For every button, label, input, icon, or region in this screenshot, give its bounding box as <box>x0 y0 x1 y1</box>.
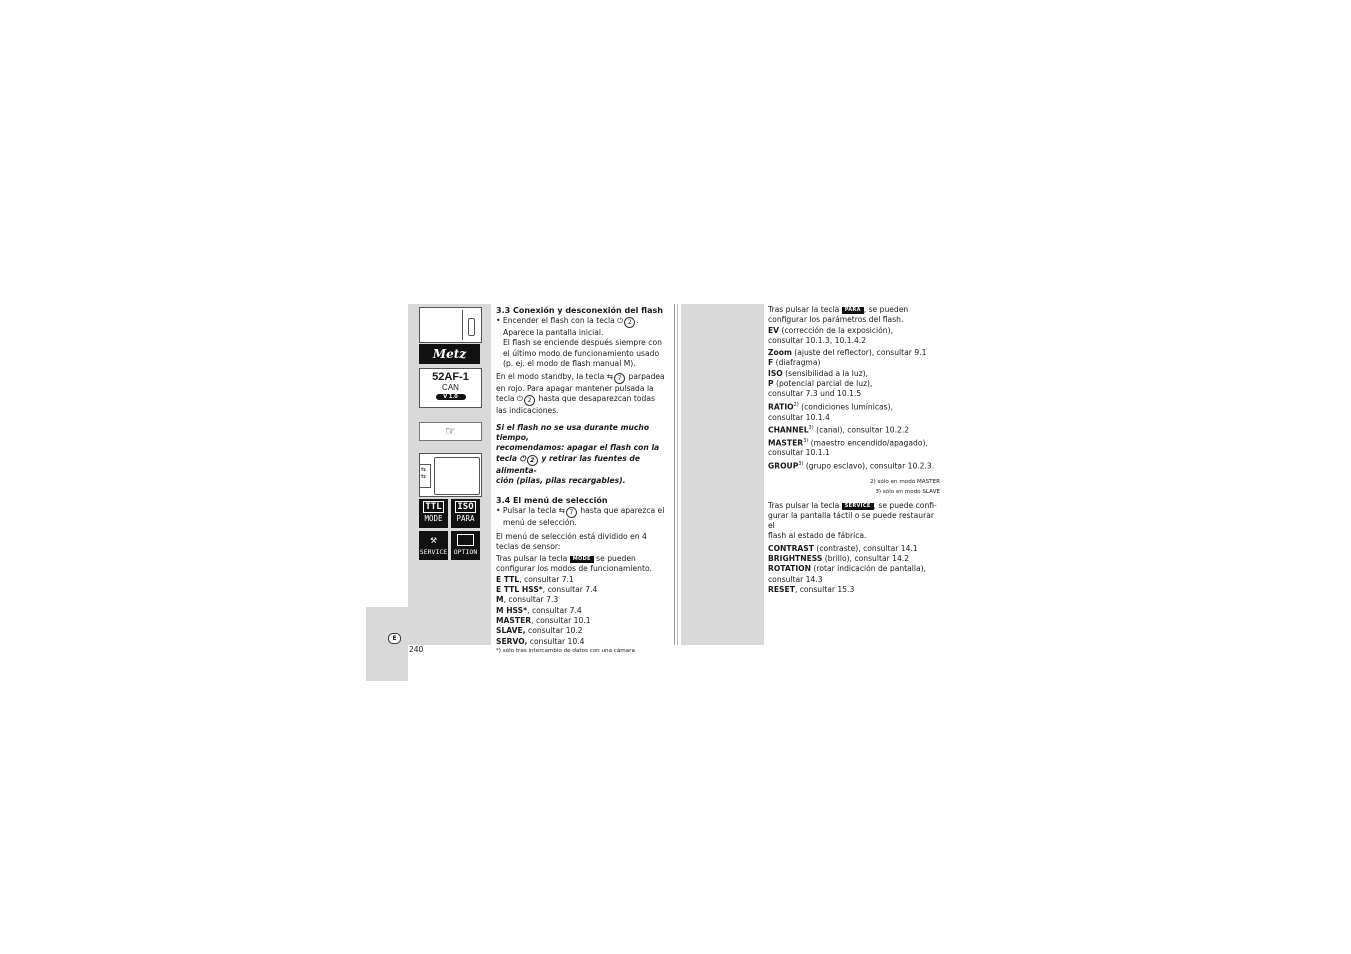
p1-line-c: El flash se enciende después siempre con <box>503 338 662 348</box>
service-desc: (contraste), consultar 14.1 <box>813 543 918 553</box>
mode-name: MASTER <box>496 615 532 625</box>
mode-arrows-icon-2: ⇆ <box>558 506 565 516</box>
c2-q3: flash al estado de fábrica. <box>768 531 867 541</box>
param-desc: (grupo esclavo), consultar 10.2.3. <box>803 461 935 471</box>
mode-name: SLAVE, <box>496 626 526 636</box>
list-item: consultar 7.3 und 10.1.5 <box>768 389 862 399</box>
p2-pre: En el modo standby, la tecla <box>496 372 605 382</box>
list-item <box>496 606 671 616</box>
tile-para-label: PARA <box>456 514 475 523</box>
list-item <box>496 585 671 595</box>
p1-line-d: el último modo de funcionamiento usado <box>503 348 660 358</box>
pointing-hand-icon: ☞ <box>419 422 482 441</box>
s1-post: hasta que aparezca el <box>580 506 665 516</box>
p1-line-b: Aparece la pantalla inicial. <box>503 328 604 337</box>
mode-name: M <box>496 595 504 605</box>
s1-pre: • Pulsar la tecla <box>496 506 557 516</box>
s3-line: El menú de selección está dividido en 4 <box>496 531 647 541</box>
page-number: 240 <box>409 645 424 654</box>
param-desc: (maestro encendido/apagado), <box>808 438 928 448</box>
p2-post: parpadea <box>628 372 665 382</box>
tile-service-label: SERVICE <box>419 548 448 556</box>
mode-arrows-icon: ⇆ <box>606 372 614 382</box>
key-number-2: 2 <box>624 317 635 328</box>
mode-ref: consultar 10.4 <box>527 636 585 646</box>
service-name: CONTRAST <box>768 543 814 553</box>
power-icon: ⏻ <box>617 316 624 325</box>
footnote-3: 3) sólo en modo SLAVE <box>875 488 940 495</box>
c2-p1-post: , se pueden <box>863 305 909 314</box>
iso-icon: ISO <box>457 502 474 512</box>
list-item: consultar 10.1.1 <box>768 448 830 458</box>
mode-name: E TTL HSS* <box>496 585 543 595</box>
tile-service <box>419 531 448 560</box>
mode-key-label: MODE <box>570 556 594 563</box>
list-item <box>496 637 671 647</box>
key-number-2c: 2 <box>527 455 538 466</box>
list-item <box>768 326 943 336</box>
param-desc: (diafragma) <box>773 358 821 368</box>
s5-pre: Tras pulsar la tecla <box>496 554 568 564</box>
param-name: EV <box>768 325 780 335</box>
list-item <box>768 348 943 358</box>
list-item <box>496 616 671 626</box>
footnote-star: *) sólo tras intercambio de datos con una cámara <box>496 647 635 654</box>
heading-3-4: 3.4 El menú de selección <box>496 496 608 506</box>
key-number-7b: 7 <box>566 507 577 518</box>
s1-line <box>496 506 671 518</box>
param-name: Zoom <box>768 348 792 358</box>
list-item <box>768 436 943 449</box>
list-item: consultar 10.1.3, 10.1.4.2 <box>768 335 867 345</box>
mode-name: SERVO, <box>496 636 528 646</box>
power-icon-2: ⏻ <box>517 394 524 404</box>
p1-text: • Encender el flash con la tecla <box>496 316 615 325</box>
ttl-icon: TTL <box>425 502 442 512</box>
metz-logo: Metz <box>419 344 480 364</box>
warning-line-1: Si el flash no se usa durante mucho tiempo, <box>496 422 650 443</box>
p2c-pre: tecla <box>496 394 515 404</box>
param-desc: (corrección de la exposición), <box>779 325 893 335</box>
c2-p1 <box>768 305 943 315</box>
c2-p1-pre: Tras pulsar la tecla <box>768 305 840 314</box>
p1-line-a: • Encender el flash con la tecla ⏻ 2 . <box>496 316 639 326</box>
column-divider-2 <box>677 304 678 645</box>
column-2 <box>768 305 943 595</box>
display-illustration <box>419 453 482 497</box>
c2-q1-post: , se puede confi- <box>873 500 937 510</box>
version-label: V 1.0 <box>436 394 466 400</box>
tile-para <box>451 499 480 528</box>
mode-ref: , consultar 10.1 <box>531 615 591 625</box>
p2-line-c <box>496 394 671 406</box>
column-divider <box>674 304 675 645</box>
mode-name: E TTL <box>496 574 520 584</box>
param-desc: (canal), consultar 10.2.2 <box>813 425 910 435</box>
mode-ref: , consultar 7.4 <box>542 585 598 595</box>
w3-post: y retirar las fuentes de alimenta- <box>496 453 641 475</box>
column-1 <box>496 305 671 655</box>
service-list <box>768 544 943 595</box>
param-desc: (condiciones lumínicas), <box>798 402 893 412</box>
s6-line: configurar los modos de funcionamiento. <box>496 564 652 574</box>
language-badge: E <box>388 633 401 644</box>
service-name: BRIGHTNESS <box>768 554 823 564</box>
list-item <box>768 564 943 574</box>
list-item <box>768 379 943 389</box>
c2-q2: gurar la pantalla táctil o se puede restaurar el <box>768 510 934 531</box>
service-desc: , consultar 15.3 <box>794 584 855 594</box>
p2c-post: hasta que desaparezcan todas <box>538 394 655 404</box>
mode-ref: consultar 10.2 <box>525 626 583 636</box>
list-item <box>768 400 943 413</box>
param-sup: 3) <box>798 460 804 467</box>
list-item <box>768 423 943 436</box>
service-desc: (rotar indicación de pantalla), <box>811 564 927 574</box>
key-number-2b: 2 <box>524 395 535 406</box>
param-sup: 2) <box>793 401 799 408</box>
mode-ref: , consultar 7.3 <box>503 595 559 605</box>
right-gray-strip <box>681 304 764 645</box>
c2-p2: configurar los parámetros del flash. <box>768 315 904 325</box>
service-name: RESET <box>768 584 795 594</box>
s4-line: teclas de sensor: <box>496 541 561 551</box>
param-desc: (sensibilidad a la luz), <box>782 368 869 378</box>
list-item <box>496 626 671 636</box>
list-item <box>768 544 943 554</box>
param-name: ISO <box>768 368 783 378</box>
mode-ref: , consultar 7.4 <box>527 605 582 615</box>
c2-q1 <box>768 501 943 511</box>
p2-line-d: las indicaciones. <box>496 406 559 416</box>
param-name: RATIO <box>768 402 794 412</box>
warning-line-2: recomendamos: apagar el flash con la <box>496 443 660 453</box>
service-name: ROTATION <box>768 564 811 574</box>
warning-line-4: ción (pilas, pilas recargables). <box>496 475 626 485</box>
mode-name: M HSS* <box>496 605 528 615</box>
model-name: 52AF-1 <box>432 371 469 383</box>
param-desc: (potencial parcial de luz), <box>773 379 873 389</box>
p1-line-e: (p. ej. el modo de flash manual M). <box>503 358 636 368</box>
arrow-keys-icon: ⇆ ⇆ <box>421 466 427 480</box>
c2-q1-pre: Tras pulsar la tecla <box>768 500 840 510</box>
list-item <box>768 358 943 368</box>
s5-post: se pueden <box>596 554 636 564</box>
mode-ref: , consultar 7.1 <box>519 574 574 584</box>
param-sup: 3) <box>803 437 809 444</box>
tile-mode-label: MODE <box>424 514 443 523</box>
param-name: F <box>768 358 774 368</box>
list-item: consultar 10.1.4 <box>768 412 830 422</box>
list-item <box>496 575 671 585</box>
tab-strip <box>366 607 408 681</box>
tile-option-label: OPTION <box>453 548 478 556</box>
warning-line-3 <box>496 454 671 476</box>
option-icon <box>457 534 474 546</box>
wrench-icon: ⚒ <box>430 533 437 546</box>
p2-line-b: en rojo. Para apagar mantener pulsada la <box>496 384 654 394</box>
w3-pre: tecla <box>496 453 518 463</box>
param-name: GROUP <box>768 461 799 471</box>
s2-line: menú de selección. <box>503 518 577 528</box>
key-number-7: 7 <box>614 373 625 384</box>
footnote-2: 2) sólo en modo MASTER <box>869 478 940 485</box>
system-label: CAN <box>442 383 459 392</box>
param-desc: (ajuste del reflector), consultar 9.1 <box>791 348 927 358</box>
param-name: CHANNEL <box>768 425 809 435</box>
list-item <box>768 369 943 379</box>
list-item: consultar 14.3 <box>768 574 823 584</box>
mode-list <box>496 575 671 647</box>
param-name: MASTER <box>768 438 804 448</box>
service-key-label: SERVICE <box>842 503 874 510</box>
param-name: P <box>768 379 774 389</box>
para-key-label: PARA <box>842 307 864 314</box>
power-icon-3: ⏻ <box>519 453 526 463</box>
list-item <box>496 595 671 605</box>
param-list <box>768 326 943 472</box>
p2-line-a <box>496 372 671 384</box>
heading-3-3: 3.3 Conexión y desconexión del flash <box>496 306 663 315</box>
list-item <box>768 554 943 564</box>
list-item <box>768 585 943 595</box>
list-item <box>768 459 943 472</box>
tile-option <box>451 531 480 560</box>
tile-mode <box>419 499 448 528</box>
flash-device-illustration <box>419 307 482 343</box>
param-sup: 3) <box>808 424 814 431</box>
service-desc: (brillo), consultar 14.2 <box>822 554 910 564</box>
model-display <box>419 368 482 408</box>
s5-line <box>496 554 671 564</box>
